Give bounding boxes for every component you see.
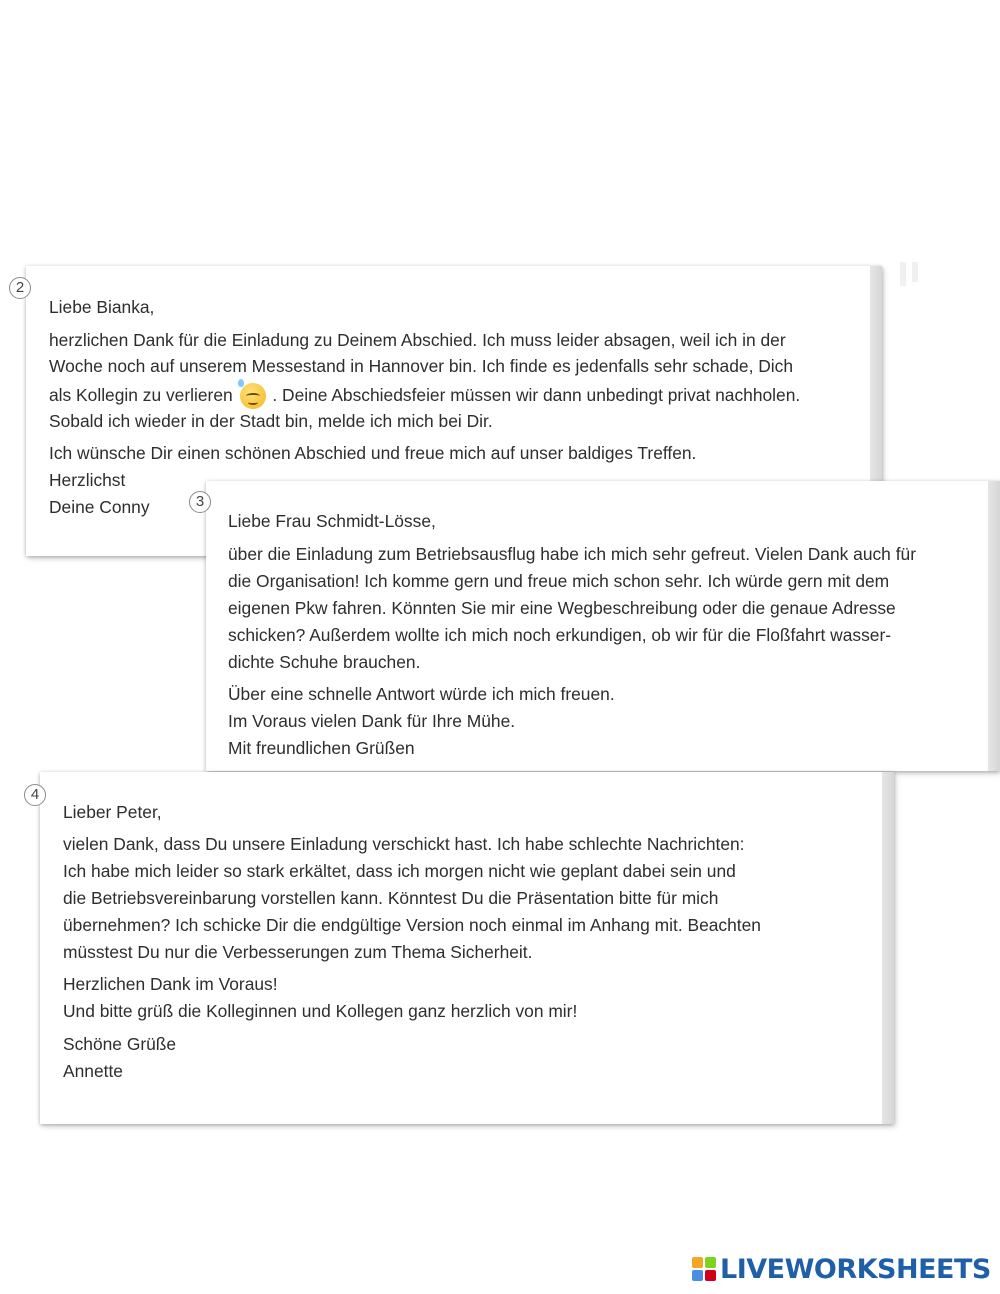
letter-body-line: müsstest Du nur die Verbesserungen zum Thema Sicherheit. — [63, 942, 533, 962]
liveworksheets-logo — [692, 1252, 991, 1286]
letter-body-line: Sobald ich wieder in der Stadt bin, melde ich mich bei Dir. — [49, 411, 493, 431]
letter-body-line: eigenen Pkw fahren. Könnten Sie mir eine Wegbeschreibung oder die genaue Adresse — [228, 598, 896, 618]
letter-body-line: Woche noch auf unserem Messestand in Hannover bin. Ich finde es jedenfalls sehr schade, Dich — [49, 356, 794, 376]
background-page-edge — [912, 262, 918, 282]
letter-body-line: dichte Schuhe brauchen. — [228, 652, 421, 672]
letter-salutation: Lieber Peter, — [63, 802, 162, 822]
letter-body-line-with-emoji — [49, 383, 800, 409]
letter-closing-line: Herzlichst — [49, 470, 126, 490]
letter-closing-line: Im Voraus vielen Dank für Ihre Mühe. — [228, 711, 516, 731]
letter-body-text: . Deine Abschiedsfeier müssen wir dann unbedingt privat nachholen. — [272, 385, 801, 405]
letter-number-badge: 2 — [9, 277, 31, 299]
letter-closing-line: Über eine schnelle Antwort würde ich mich freuen. — [228, 684, 615, 704]
background-page-edge — [900, 262, 906, 286]
letter-salutation: Liebe Bianka, — [49, 297, 155, 317]
letter-signature: Deine Conny — [49, 497, 150, 517]
letter-signature: Annette — [63, 1061, 123, 1081]
sad-face-emoji-icon — [240, 383, 266, 409]
liveworksheets-mark-icon — [692, 1257, 716, 1281]
letter-closing-line: Und bitte grüß die Kolleginnen und Kollegen ganz herzlich von mir! — [63, 1001, 578, 1021]
letter-closing-line: Schöne Grüße — [63, 1034, 177, 1054]
letter-body-line: übernehmen? Ich schicke Dir die endgültige Version noch einmal im Anhang mit. Beachten — [63, 915, 761, 935]
letter-body-line: die Betriebsvereinbarung vorstellen kann. Könntest Du die Präsentation bitte für mich — [63, 888, 719, 908]
letter-number-badge: 3 — [189, 491, 211, 513]
letter-body-line: herzlichen Dank für die Einladung zu Deinem Abschied. Ich muss leider absagen, weil ich in der — [49, 330, 786, 350]
letter-salutation: Liebe Frau Schmidt-Lösse, — [228, 511, 436, 531]
letter-body-line: über die Einladung zum Betriebsausflug habe ich mich sehr gefreut. Vielen Dank auch für — [228, 544, 916, 564]
letter-number-badge: 4 — [24, 784, 46, 806]
letter-body-line: vielen Dank, dass Du unsere Einladung verschickt hast. Ich habe schlechte Nachrichten: — [63, 834, 745, 854]
letter-closing-line: Ich wünsche Dir einen schönen Abschied und freue mich auf unser baldiges Treffen. — [49, 443, 697, 463]
letter-body-text: als Kollegin zu verlieren — [49, 385, 233, 405]
card-right-bar — [882, 772, 894, 1124]
letter-body-line: die Organisation! Ich komme gern und freue mich schon sehr. Ich würde gern mit dem — [228, 571, 890, 591]
letter-body-line: schicken? Außerdem wollte ich mich noch erkundigen, ob wir für die Floßfahrt wasser- — [228, 625, 892, 645]
card-right-bar — [988, 481, 1000, 771]
letter-closing-line: Mit freundlichen Grüßen — [228, 738, 415, 758]
letter-closing-line: Herzlichen Dank im Voraus! — [63, 974, 278, 994]
letter-body-line: Ich habe mich leider so stark erkältet, dass ich morgen nicht wie geplant dabei sein und — [63, 861, 736, 881]
logo-text: LIVEWORKSHEETS — [720, 1253, 991, 1285]
